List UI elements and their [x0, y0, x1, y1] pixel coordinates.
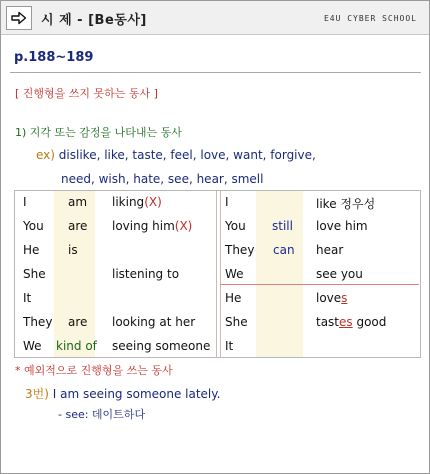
table-cell: still [272, 219, 293, 233]
table-cell: She [23, 267, 46, 281]
table-cell: like 정우성 [316, 197, 376, 211]
table-cell: You [225, 219, 246, 233]
exception-example [25, 385, 220, 402]
example-verbs-1: dislike, like, taste, feel, love, want, forgive, [58, 148, 316, 162]
brand-label: E4U CYBER SCHOOL [323, 14, 417, 23]
table-cell: We [225, 267, 244, 281]
example-line-1 [36, 148, 316, 162]
table-cell: She [225, 315, 248, 329]
table-cell: are [68, 219, 88, 233]
table-cell: It [23, 291, 32, 305]
table-cell: loves [316, 291, 348, 305]
table-cell: They [225, 243, 255, 257]
table-cell: is [68, 243, 78, 257]
section-heading: [ 진행형을 쓰지 못하는 동사 ] [15, 87, 158, 100]
table-cell: love him [316, 219, 368, 233]
table-divider [220, 191, 221, 357]
subsection-title: 1) 지각 또는 감정을 나타내는 동사 [15, 126, 182, 139]
table-cell: seeing someone [112, 339, 211, 353]
arrow-right-icon[interactable] [6, 6, 32, 30]
page-reference: p.188~189 [14, 50, 94, 65]
table-band [54, 191, 95, 357]
conjugation-table [14, 190, 421, 358]
header-bar [1, 1, 429, 35]
table-cell: liking(X) [112, 195, 162, 209]
ex-label: ex) [36, 148, 55, 162]
table-cell: We [23, 339, 42, 353]
divider [10, 72, 421, 73]
lesson-title: 시 제 - [Be동사] [41, 13, 147, 28]
table-cell: kind of [56, 339, 97, 353]
table-divider [216, 191, 217, 357]
table-cell: I [23, 195, 27, 209]
table-cell: listening to [112, 267, 180, 281]
definition-note: - see: 데이트하다 [58, 408, 146, 421]
table-cell: looking at her [112, 315, 196, 329]
table-cell: I [225, 195, 229, 209]
example-verbs-2: need, wish, hate, see, hear, smell [61, 172, 264, 186]
table-cell: It [225, 339, 234, 353]
table-band [256, 191, 303, 357]
table-cell: They [23, 315, 53, 329]
table-cell: He [225, 291, 242, 305]
table-cell: tastes good [316, 315, 387, 329]
table-cell: He [23, 243, 40, 257]
table-cell: hear [316, 243, 344, 257]
exception-heading: * 예외적으로 진행형을 쓰는 동사 [15, 364, 173, 377]
example-sentence: I am seeing someone lately. [52, 387, 221, 401]
table-cell: am [68, 195, 88, 209]
table-cell: can [273, 243, 295, 257]
number-label: 3번) [25, 387, 49, 401]
table-cell: are [68, 315, 88, 329]
table-cell: You [23, 219, 44, 233]
table-cell: see you [316, 267, 363, 281]
table-divider-red [220, 284, 419, 285]
table-cell: loving him(X) [112, 219, 193, 233]
